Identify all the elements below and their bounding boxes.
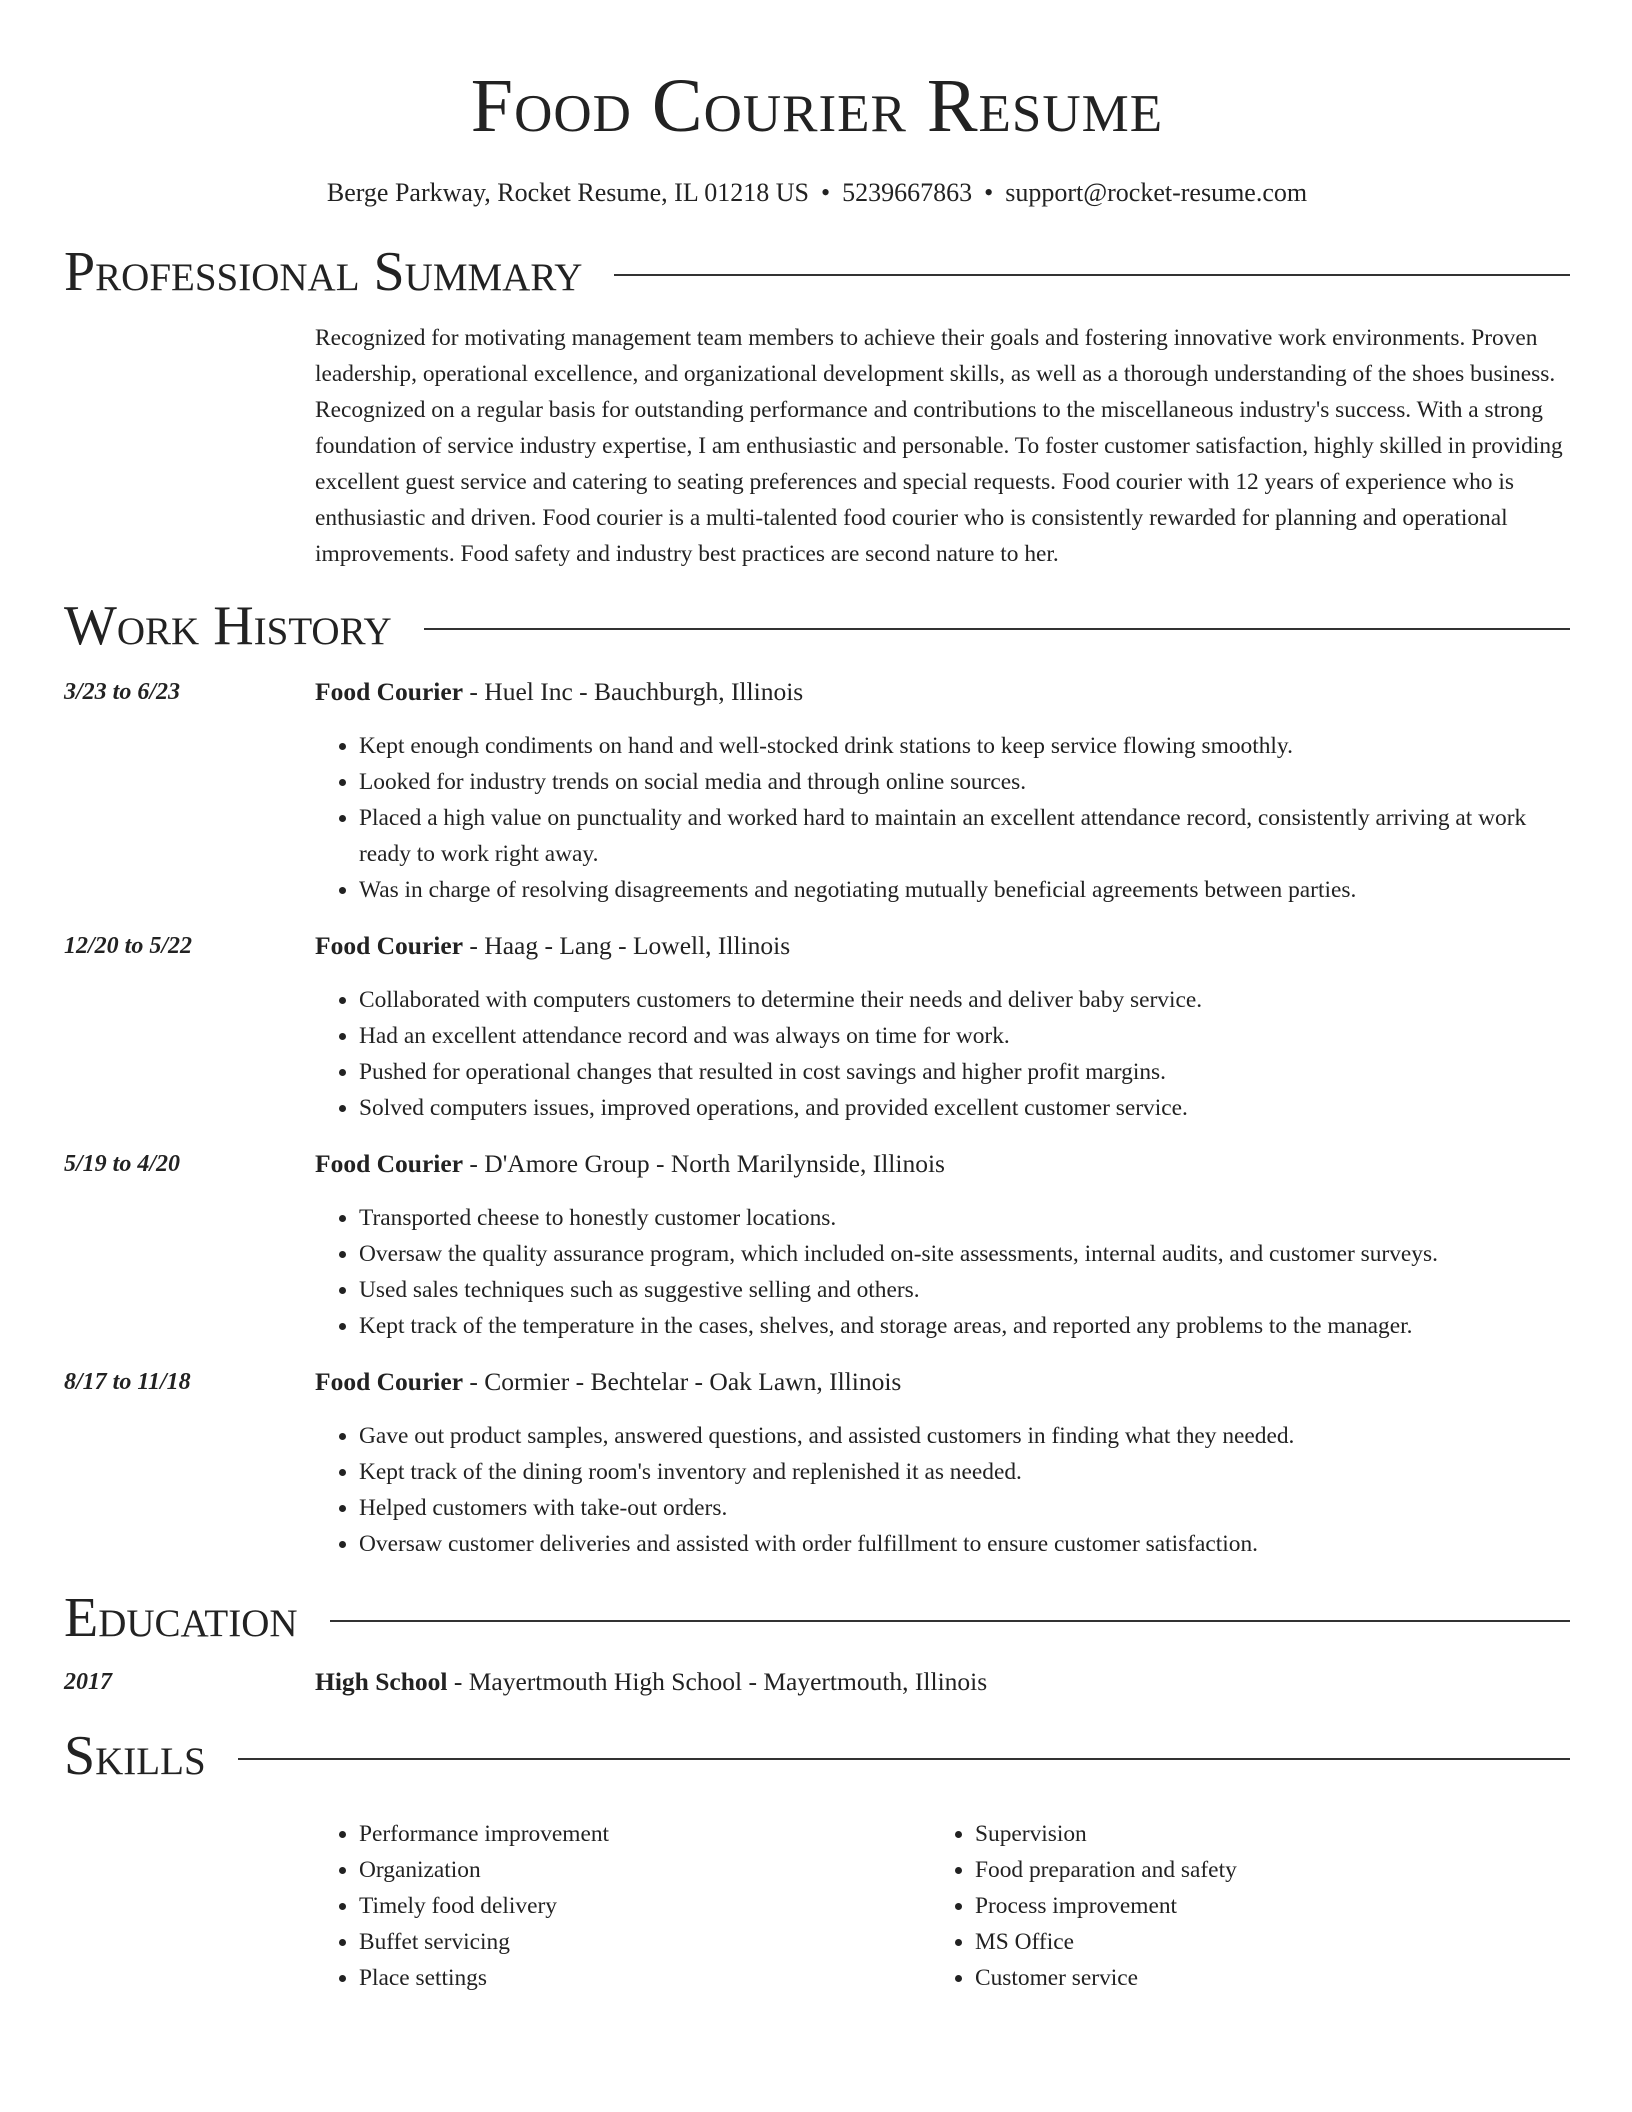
work-section-header bbox=[64, 590, 1570, 662]
skills-column-left bbox=[315, 1816, 931, 1996]
skill-item: • Organization bbox=[359, 1852, 931, 1888]
job-bullet: • Pushed for operational changes that resulted in cost savings and higher profit margins. bbox=[359, 1054, 1570, 1090]
skills-section-header bbox=[64, 1720, 1570, 1792]
job-bullet: • Placed a high value on punctuality and worked hard to maintain an excellent attendance record, consistently arriving at work ready to work right away. bbox=[359, 800, 1570, 872]
job-heading bbox=[315, 928, 1570, 964]
section-divider bbox=[330, 1620, 1570, 1622]
contact-address: Berge Parkway, Rocket Resume, IL 01218 US bbox=[326, 178, 809, 207]
job-title: Food Courier bbox=[315, 677, 464, 706]
skill-item: • Timely food delivery bbox=[359, 1888, 931, 1924]
section-divider bbox=[424, 628, 1570, 630]
job-bullet: • Transported cheese to honestly customer locations. bbox=[359, 1200, 1570, 1236]
job-bullet: • Collaborated with computers customers to determine their needs and deliver baby service. bbox=[359, 982, 1570, 1018]
contact-line bbox=[64, 176, 1570, 210]
job-bullet: • Helped customers with take-out orders. bbox=[359, 1490, 1570, 1526]
skill-item: • Buffet servicing bbox=[359, 1924, 931, 1960]
education-heading-line bbox=[315, 1664, 1570, 1700]
job-bullet: • Looked for industry trends on social media and through online sources. bbox=[359, 764, 1570, 800]
skill-item: • Food preparation and safety bbox=[975, 1852, 1547, 1888]
skills-heading: Skills bbox=[64, 1725, 206, 1787]
skill-item: • Place settings bbox=[359, 1960, 931, 1996]
job-dates: 12/20 to 5/22 bbox=[64, 933, 193, 959]
work-history-list bbox=[64, 674, 1570, 1562]
section-divider bbox=[238, 1758, 1570, 1760]
work-heading: Work History bbox=[64, 595, 392, 657]
contact-email[interactable]: support@rocket-resume.com bbox=[1005, 178, 1308, 207]
job-entry bbox=[64, 1364, 1570, 1562]
job-entry bbox=[64, 928, 1570, 1126]
job-dates: 5/19 to 4/20 bbox=[64, 1151, 181, 1177]
skill-item: • Customer service bbox=[975, 1960, 1547, 1996]
resume-page bbox=[64, 0, 1570, 1996]
job-bullets bbox=[315, 1418, 1570, 1562]
job-details: - Cormier - Bechtelar - Oak Lawn, Illinois bbox=[463, 1367, 902, 1396]
education-heading: Education bbox=[64, 1587, 298, 1649]
education-section-header bbox=[64, 1582, 1570, 1654]
skill-item: • MS Office bbox=[975, 1924, 1547, 1960]
skills-list bbox=[315, 1816, 1570, 1996]
contact-phone: 5239667863 bbox=[842, 178, 973, 207]
job-entry bbox=[64, 1146, 1570, 1344]
job-dates: 8/17 to 11/18 bbox=[64, 1369, 191, 1395]
skill-item: • Supervision bbox=[975, 1816, 1547, 1852]
education-year: 2017 bbox=[64, 1669, 112, 1695]
job-bullets bbox=[315, 1200, 1570, 1344]
job-bullets bbox=[315, 982, 1570, 1126]
job-heading bbox=[315, 1146, 1570, 1182]
job-bullets bbox=[315, 728, 1570, 908]
education-details: - Mayertmouth High School - Mayertmouth, Illinois bbox=[447, 1667, 988, 1696]
skill-item: • Process improvement bbox=[975, 1888, 1547, 1924]
job-title: Food Courier bbox=[315, 1149, 464, 1178]
job-bullet: • Kept enough condiments on hand and well-stocked drink stations to keep service flowing smoothly. bbox=[359, 728, 1570, 764]
skill-item: • Performance improvement bbox=[359, 1816, 931, 1852]
education-degree: High School bbox=[315, 1667, 448, 1696]
section-divider bbox=[614, 274, 1570, 276]
summary-text: Recognized for motivating management team members to achieve their goals and fostering innovative work environments. Proven leadership, operational excellence, and organizational development skills, as well as a thorough understanding of the shoes business. Recognized on a regular basis for outstanding performance and contributions to the miscellaneous industry's success. With a strong foundation of service industry expertise, I am enthusiastic and personable. To foster customer satisfaction, highly skilled in providing excellent guest service and catering to seating preferences and special requests. Food courier with 12 years of experience who is enthusiastic and driven. Food courier is a multi-talented food courier who is consistently rewarded for planning and operational improvements. Food safety and industry best practices are second nature to her. bbox=[315, 325, 1563, 567]
resume-title: Food Courier Resume bbox=[470, 64, 1164, 148]
job-heading bbox=[315, 674, 1570, 710]
job-bullet: • Used sales techniques such as suggestive selling and others. bbox=[359, 1272, 1570, 1308]
job-bullet: • Kept track of the dining room's inventory and replenished it as needed. bbox=[359, 1454, 1570, 1490]
job-dates: 3/23 to 6/23 bbox=[64, 679, 181, 705]
job-bullet: • Gave out product samples, answered questions, and assisted customers in finding what they needed. bbox=[359, 1418, 1570, 1454]
summary-section-header bbox=[64, 236, 1570, 308]
job-details: - D'Amore Group - North Marilynside, Illinois bbox=[463, 1149, 945, 1178]
job-entry bbox=[64, 674, 1570, 908]
contact-separator: • bbox=[984, 178, 994, 207]
skills-column-right bbox=[931, 1816, 1547, 1996]
job-bullet: • Oversaw customer deliveries and assisted with order fulfillment to ensure customer satisfaction. bbox=[359, 1526, 1570, 1562]
job-heading bbox=[315, 1364, 1570, 1400]
job-title: Food Courier bbox=[315, 1367, 464, 1396]
job-title: Food Courier bbox=[315, 931, 464, 960]
job-details: - Huel Inc - Bauchburgh, Illinois bbox=[463, 677, 804, 706]
education-entry bbox=[64, 1664, 1570, 1700]
job-bullet: • Had an excellent attendance record and was always on time for work. bbox=[359, 1018, 1570, 1054]
job-bullet: • Oversaw the quality assurance program, which included on-site assessments, internal audits, and customer surveys. bbox=[359, 1236, 1570, 1272]
summary-heading: Professional Summary bbox=[64, 241, 583, 303]
job-bullet: • Solved computers issues, improved operations, and provided excellent customer service. bbox=[359, 1090, 1570, 1126]
job-details: - Haag - Lang - Lowell, Illinois bbox=[463, 931, 791, 960]
contact-separator: • bbox=[820, 178, 831, 207]
job-bullet: • Was in charge of resolving disagreements and negotiating mutually beneficial agreements between parties. bbox=[359, 872, 1570, 908]
job-bullet: • Kept track of the temperature in the cases, shelves, and storage areas, and reported any problems to the manager. bbox=[359, 1308, 1570, 1344]
